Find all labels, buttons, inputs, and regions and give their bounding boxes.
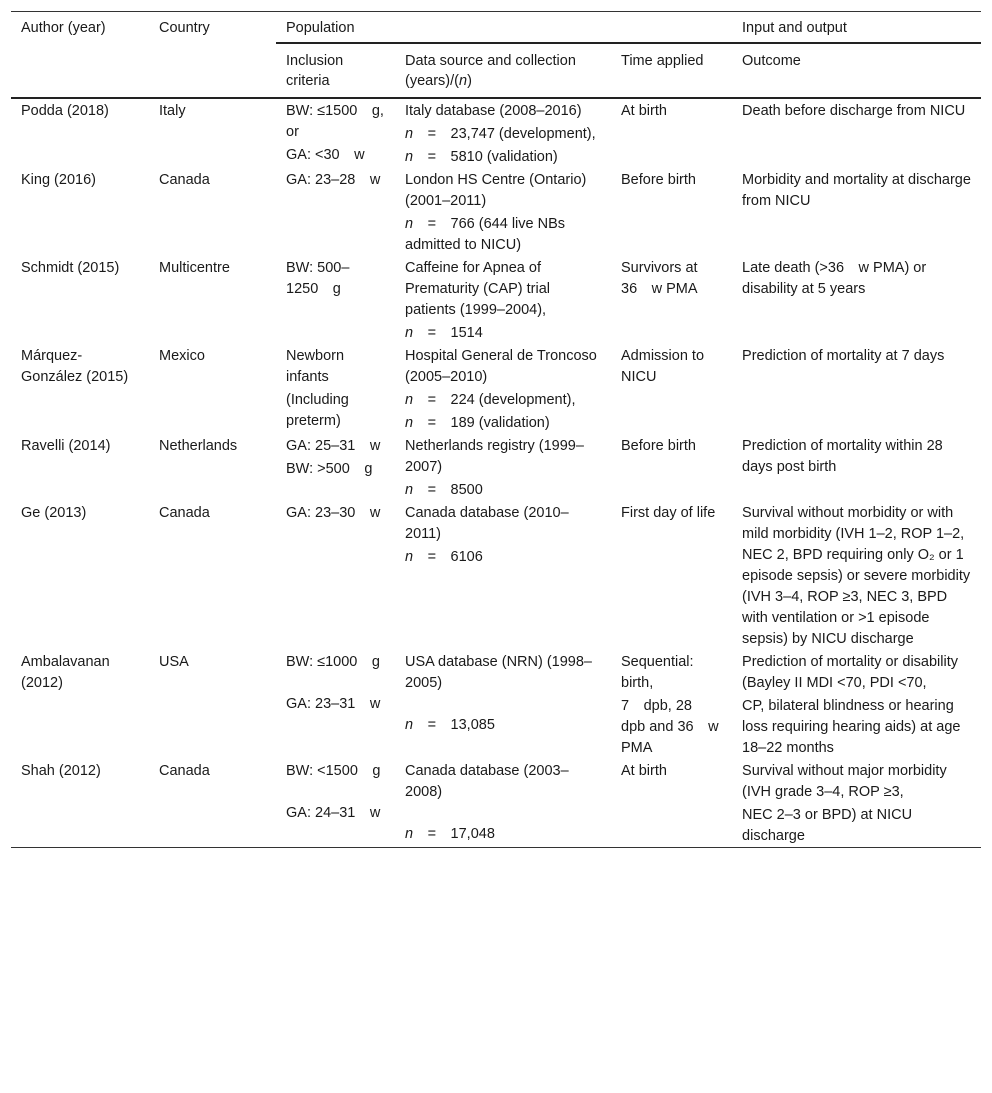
outcome-cell <box>732 344 981 434</box>
time-applied-cell <box>611 344 732 434</box>
data-source-cell-line: London HS Centre (Ontario) (2001–2011) <box>405 172 587 209</box>
header-input-output: Input and output <box>742 20 847 36</box>
outcome-cell-line: Death before discharge from NICU <box>742 103 966 119</box>
author-cell <box>11 501 149 650</box>
header-inclusion: Inclusion criteria <box>276 43 395 98</box>
outcome-cell <box>732 168 981 256</box>
inclusion-cell-line: GA: 23–30 w <box>286 505 381 521</box>
time-applied-cell <box>611 759 732 848</box>
author-cell-line: King (2016) <box>21 172 96 188</box>
outcome-cell-line: CP, bilateral blindness or hearing loss requiring hearing aids) at age 18–22 months <box>742 698 961 756</box>
data-source-cell-line: Hospital General de Troncoso (2005–2010) <box>405 348 597 385</box>
author-cell <box>11 650 149 759</box>
data-source-cell-line: n = 189 (validation) <box>405 415 550 431</box>
data-source-cell-line: Canada database (2010–2011) <box>405 505 569 542</box>
outcome-cell-line: Prediction of mortality at 7 days <box>742 348 945 364</box>
author-cell-line: Ambalavanan (2012) <box>21 654 110 691</box>
country-cell-line: Netherlands <box>159 438 238 454</box>
time-applied-cell-line: Survivors at 36 w PMA <box>621 260 698 297</box>
table-row <box>11 501 981 650</box>
outcome-cell-line: Late death (>36 w PMA) or disability at 5 years <box>742 260 927 297</box>
table-row <box>11 168 981 256</box>
time-applied-cell-line: Admission to NICU <box>621 348 705 385</box>
author-cell-line: Márquez-González (2015) <box>21 348 129 385</box>
inclusion-cell-line: BW: ≤1500 g, or <box>286 103 384 140</box>
data-source-cell-line: n = 224 (development), <box>405 392 576 408</box>
inclusion-cell <box>276 344 395 434</box>
author-cell <box>11 98 149 168</box>
inclusion-cell-line: GA: 23–28 w <box>286 172 381 188</box>
country-cell <box>149 344 276 434</box>
time-applied-cell <box>611 434 732 501</box>
author-cell <box>11 434 149 501</box>
inclusion-cell-line: GA: 23–31 w <box>286 696 381 712</box>
author-cell-line: Shah (2012) <box>21 763 101 779</box>
table-row <box>11 759 981 848</box>
data-source-cell-line: n = 5810 (validation) <box>405 149 558 165</box>
country-cell-line: Canada <box>159 763 210 779</box>
data-source-cell-line: Italy database (2008–2016) <box>405 103 582 119</box>
author-cell-line: Schmidt (2015) <box>21 260 120 276</box>
country-cell <box>149 434 276 501</box>
inclusion-cell-line: BW: ≤1000 g <box>286 654 380 670</box>
country-cell <box>149 256 276 344</box>
table-row <box>11 650 981 759</box>
inclusion-cell-line: BW: >500 g <box>286 461 373 477</box>
data-source-cell-line: n = 23,747 (development), <box>405 126 596 142</box>
time-applied-cell <box>611 256 732 344</box>
header-country: Country <box>159 20 210 36</box>
data-source-cell <box>395 434 611 501</box>
country-cell-line: Canada <box>159 172 210 188</box>
table-row <box>11 434 981 501</box>
author-cell <box>11 759 149 848</box>
inclusion-cell-line: BW: 500–1250 g <box>286 260 350 297</box>
outcome-cell-line: NEC 2–3 or BPD) at NICU discharge <box>742 807 913 844</box>
inclusion-cell-line: BW: <1500 g <box>286 763 381 779</box>
country-cell-line: Mexico <box>159 348 205 364</box>
outcome-cell-line: Morbidity and mortality at discharge from NICU <box>742 172 971 209</box>
outcome-cell <box>732 434 981 501</box>
header-author: Author (year) <box>21 20 106 36</box>
outcome-cell <box>732 98 981 168</box>
inclusion-cell-line: (Including preterm) <box>286 392 349 429</box>
time-applied-cell-line: Before birth <box>621 438 696 454</box>
country-cell-line: Canada <box>159 505 210 521</box>
inclusion-cell <box>276 98 395 168</box>
time-applied-cell-line: At birth <box>621 763 667 779</box>
time-applied-cell <box>611 168 732 256</box>
country-cell <box>149 759 276 848</box>
country-cell <box>149 650 276 759</box>
inclusion-cell <box>276 434 395 501</box>
header-outcome: Outcome <box>732 43 981 98</box>
data-source-cell-line: Canada database (2003–2008) <box>405 763 569 800</box>
header-data-source: Data source and collection (years)/(n) <box>395 43 611 98</box>
outcome-cell-line: Survival without major morbidity (IVH grade 3–4, ROP ≥3, <box>742 763 947 800</box>
author-cell-line: Podda (2018) <box>21 103 109 119</box>
data-source-cell <box>395 256 611 344</box>
outcome-cell-line: Prediction of mortality or disability (Bayley II MDI <70, PDI <70, <box>742 654 959 691</box>
data-source-cell <box>395 759 611 848</box>
data-source-cell-line: n = 766 (644 live NBs admitted to NICU) <box>405 216 565 253</box>
table-row <box>11 344 981 434</box>
inclusion-cell <box>276 650 395 759</box>
country-cell <box>149 168 276 256</box>
inclusion-cell-line: GA: 25–31 w <box>286 438 381 454</box>
data-source-cell <box>395 501 611 650</box>
country-cell-line: USA <box>159 654 189 670</box>
data-source-cell-line: n = 17,048 <box>405 826 495 842</box>
data-source-cell-line: Netherlands registry (1999–2007) <box>405 438 584 475</box>
time-applied-cell <box>611 501 732 650</box>
time-applied-cell <box>611 650 732 759</box>
country-cell-line: Multicentre <box>159 260 230 276</box>
outcome-cell <box>732 501 981 650</box>
data-source-cell-line: Caffeine for Apnea of Prematurity (CAP) trial patients (1999–2004), <box>405 260 551 318</box>
country-cell-line: Italy <box>159 103 186 119</box>
outcome-cell <box>732 650 981 759</box>
author-cell <box>11 168 149 256</box>
table-row <box>11 98 981 168</box>
outcome-cell-line: Prediction of mortality within 28 days post birth <box>742 438 943 475</box>
outcome-cell <box>732 759 981 848</box>
data-source-cell <box>395 98 611 168</box>
outcome-cell <box>732 256 981 344</box>
header-time-applied: Time applied <box>611 43 732 98</box>
country-cell <box>149 501 276 650</box>
time-applied-cell-line: Before birth <box>621 172 696 188</box>
inclusion-cell-line: GA: 24–31 w <box>286 805 381 821</box>
inclusion-cell <box>276 501 395 650</box>
data-source-cell <box>395 344 611 434</box>
time-applied-cell-line: First day of life <box>621 505 716 521</box>
author-cell-line: Ravelli (2014) <box>21 438 111 454</box>
data-source-cell-line: n = 1514 <box>405 325 483 341</box>
inclusion-cell <box>276 759 395 848</box>
inclusion-cell-line: GA: <30 w <box>286 147 365 163</box>
data-source-cell-line: n = 6106 <box>405 549 483 565</box>
author-cell <box>11 344 149 434</box>
time-applied-cell-line: 7 dpb, 28 dpb and 36 w PMA <box>621 698 719 756</box>
country-cell <box>149 98 276 168</box>
header-population: Population <box>286 20 355 36</box>
inclusion-cell <box>276 256 395 344</box>
author-cell <box>11 256 149 344</box>
inclusion-cell-line: Newborn infants <box>286 348 345 385</box>
time-applied-cell-line: At birth <box>621 103 667 119</box>
table-row <box>11 256 981 344</box>
data-source-cell-line: n = 13,085 <box>405 717 495 733</box>
inclusion-cell <box>276 168 395 256</box>
time-applied-cell-line: Sequential: birth, <box>621 654 694 691</box>
data-source-cell <box>395 650 611 759</box>
data-source-cell <box>395 168 611 256</box>
outcome-cell-line: Survival without morbidity or with mild morbidity (IVH 1–2, ROP 1–2, NEC 2, BPD requiring only O₂ or 1 episode sepsis) or severe morbidity (IVH 3–4, ROP ≥3, NEC 3, BPD with ventilation or >1 episode sepsis) by NICU discharge <box>742 505 971 647</box>
header-row-1 <box>11 12 981 44</box>
author-cell-line: Ge (2013) <box>21 505 87 521</box>
data-source-cell-line: USA database (NRN) (1998–2005) <box>405 654 592 691</box>
time-applied-cell <box>611 98 732 168</box>
data-source-cell-line: n = 8500 <box>405 482 483 498</box>
studies-table <box>11 11 981 848</box>
